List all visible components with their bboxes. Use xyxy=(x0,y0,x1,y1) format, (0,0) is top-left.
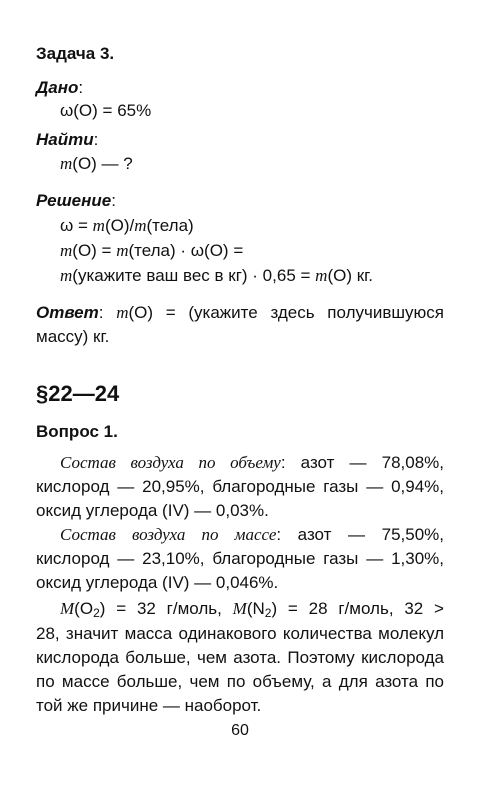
solution-line-1: ω = m(O)/m(тела) xyxy=(60,216,194,235)
solution-label: Решение xyxy=(36,191,112,210)
air-mass-line-1: Состав воздуха по массе: азот — 75,50%, xyxy=(60,525,444,544)
molar-mass-line-1: $M(O_2) = 32$ г/моль, $M(N_2) = 28$ г/моль, 32 > xyxy=(60,599,444,620)
air-mass-line-2: кислород — 23,10%, благородные газы — 1,30%, xyxy=(36,549,444,568)
given-value: ω(O) = 65% xyxy=(60,101,152,120)
air-mass-line-3: оксид углерода (IV) — 0,046%. xyxy=(36,573,279,592)
find-value: m(O) — ? xyxy=(60,154,133,173)
air-volume-line-3: оксид углерода (IV) — 0,03%. xyxy=(36,501,269,520)
section-title: §22—24 xyxy=(36,381,120,406)
given-label: Дано xyxy=(36,78,79,97)
solution-heading: Решение: xyxy=(36,191,116,210)
question-title: Вопрос 1. xyxy=(36,422,118,441)
answer-line-2: массу) кг. xyxy=(36,327,110,346)
molar-mass-line-3: кислорода больше, чем азота. Поэтому кислорода xyxy=(36,648,444,667)
air-volume-line-1: Состав воздуха по объему: азот — 78,08%, xyxy=(60,453,444,472)
answer-label: Ответ xyxy=(36,303,99,322)
molar-mass-line-4: по массе больше, чем по объему, а для азота по xyxy=(36,672,444,691)
air-volume-line-2: кислород — 20,95%, благородные газы — 0,94%, xyxy=(36,477,444,496)
page-number: 60 xyxy=(231,722,249,739)
task-title: Задача 3. xyxy=(36,44,115,63)
solution-line-3: m(укажите ваш вес в кг) · 0,65 = m(O) кг. xyxy=(60,266,373,285)
answer-line-1: Ответ: m(O) = (укажите здесь получившуюся xyxy=(36,303,444,322)
molar-mass-line-5: той же причине — наоборот. xyxy=(36,696,262,715)
solution-line-2: m(O) = m(тела) · ω(O) = xyxy=(60,241,244,260)
find-label: Найти xyxy=(36,130,94,149)
find-heading: Найти: xyxy=(36,130,99,149)
given-heading: Дано: xyxy=(36,78,84,97)
molar-mass-line-2: 28, значит масса одинакового количества молекул xyxy=(36,624,444,643)
